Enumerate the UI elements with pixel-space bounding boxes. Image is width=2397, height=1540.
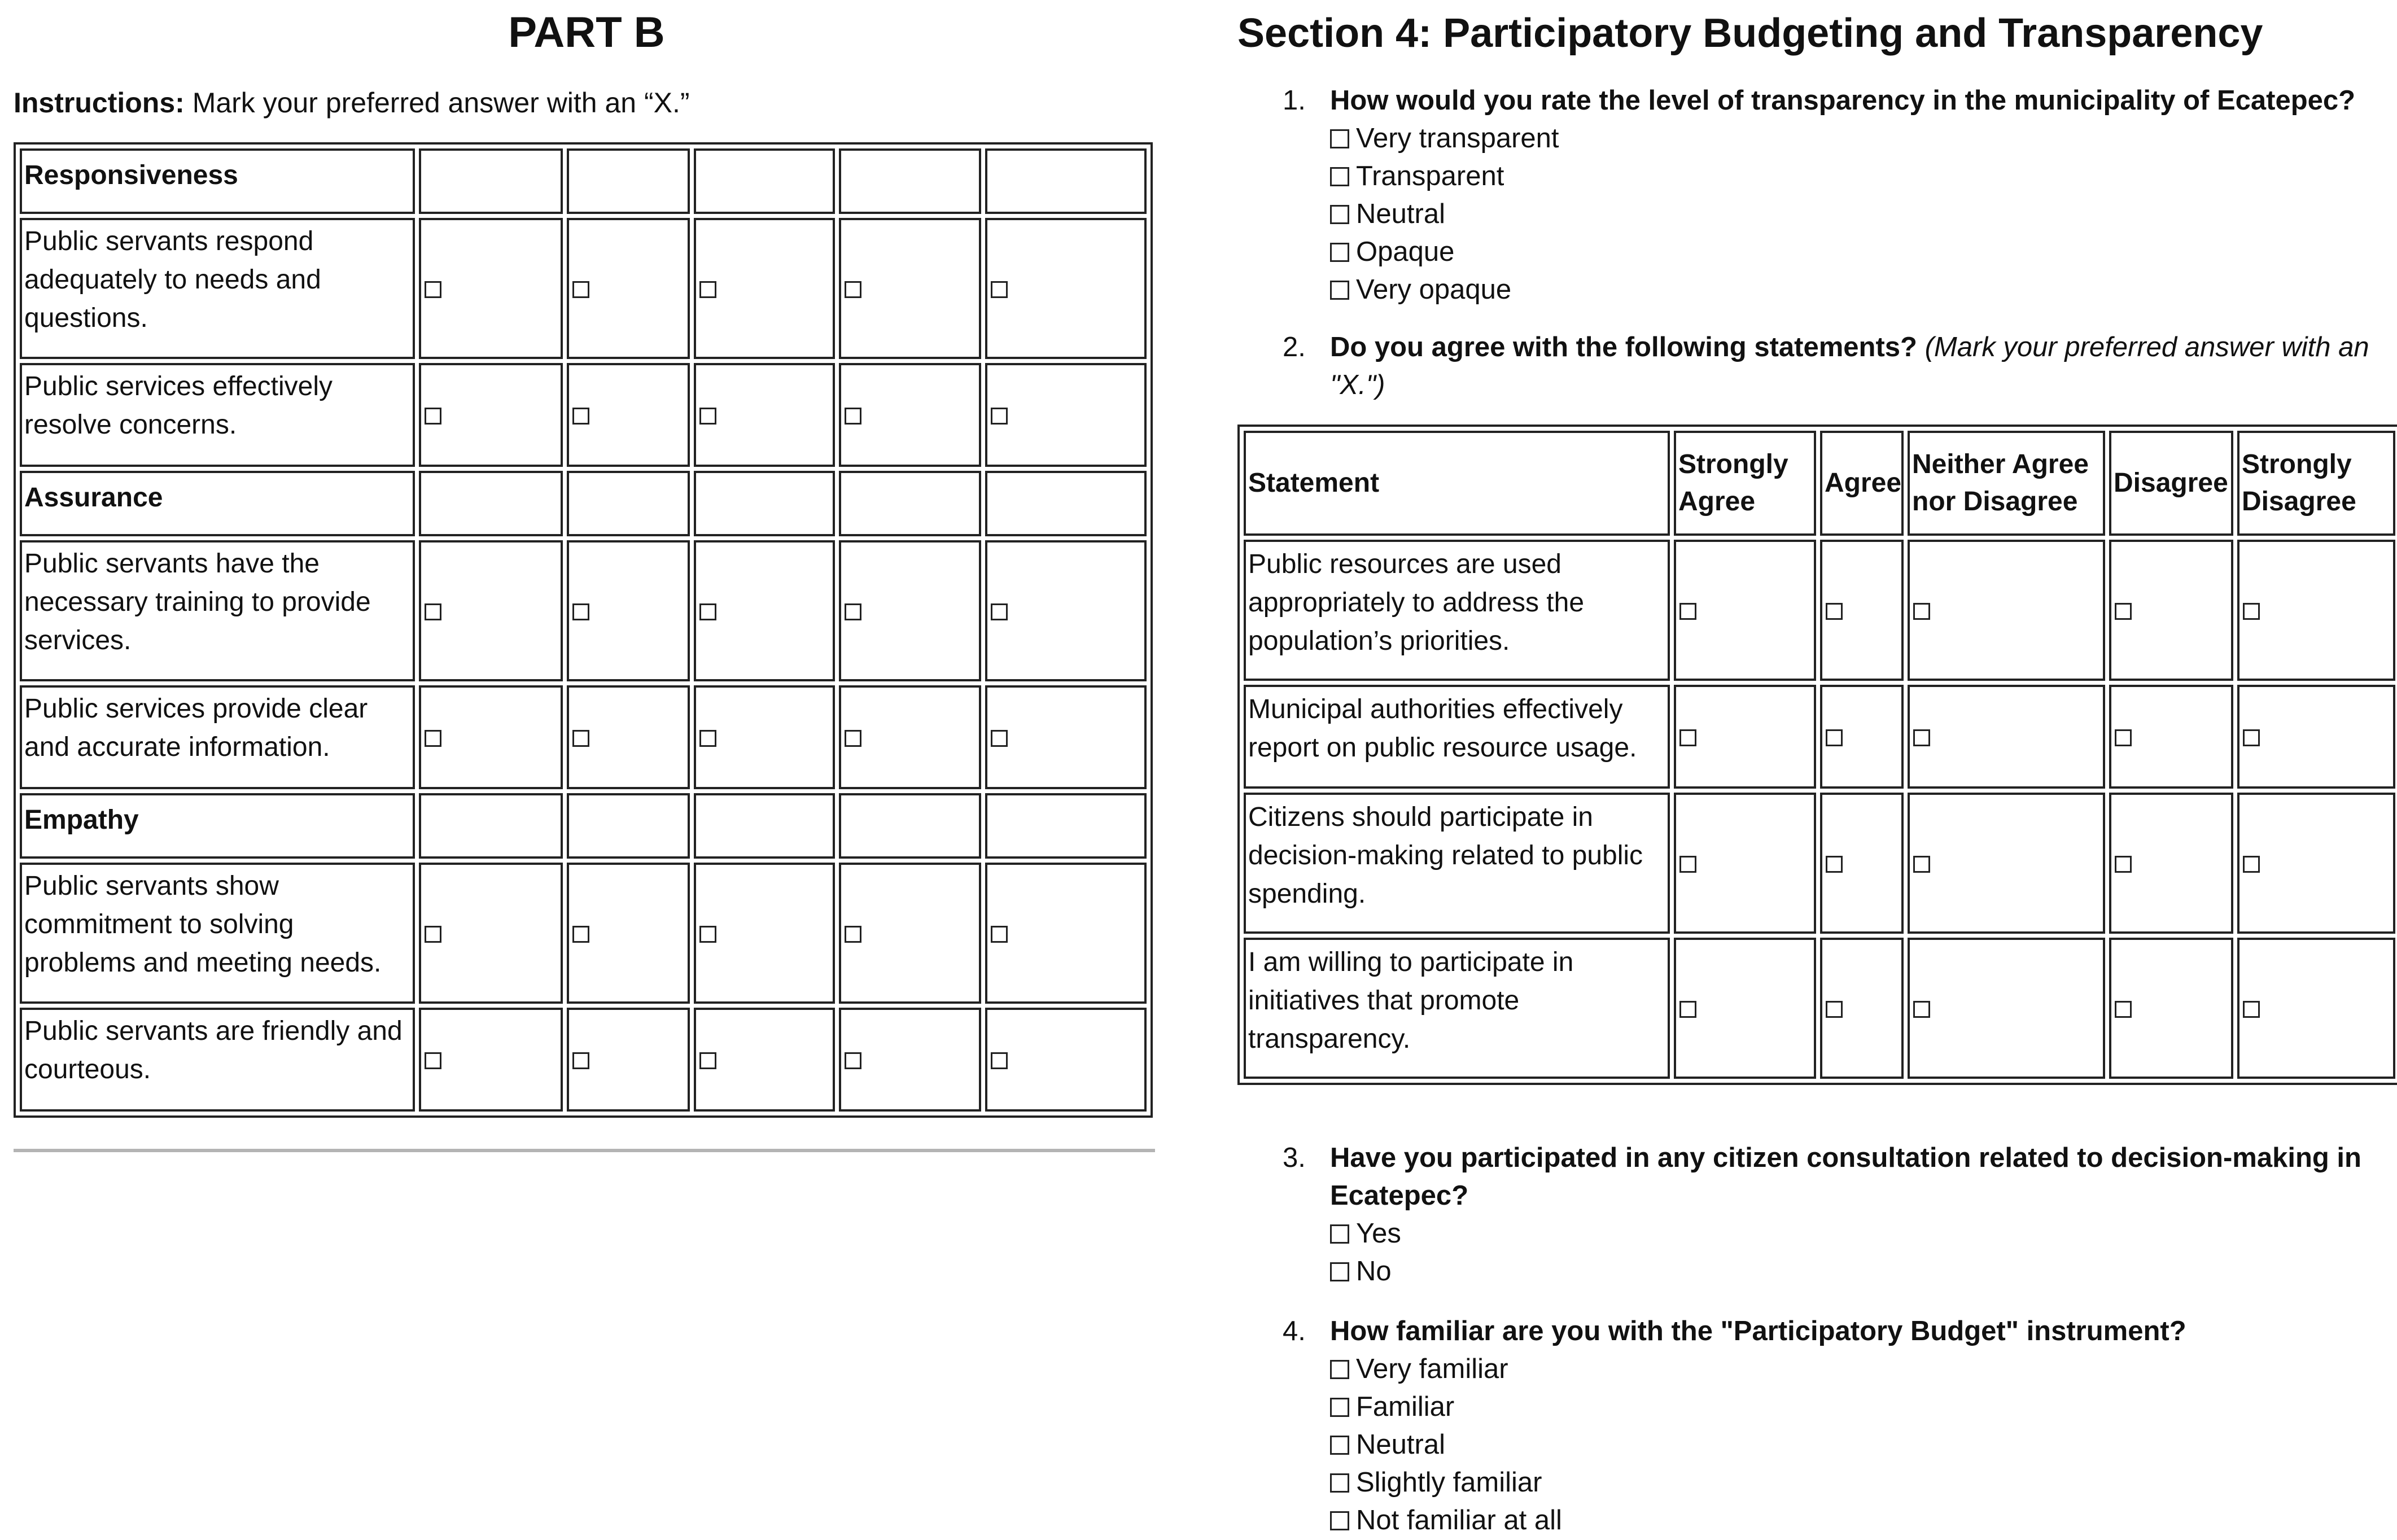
question-number: 3. (1283, 1143, 1306, 1173)
agreement-table (1237, 425, 2397, 1085)
question-number: 4. (1283, 1316, 1306, 1346)
statement-cell: Public resources are used appropriately to address the population’s priorities. (1244, 540, 1670, 681)
table-row (1244, 793, 2395, 934)
checkbox[interactable] (1330, 243, 1349, 262)
rating-checkbox[interactable] (991, 926, 1008, 943)
option-opaque[interactable]: Opaque (1330, 233, 2355, 271)
option-slightly-familiar[interactable]: Slightly familiar (1330, 1464, 2378, 1502)
option-transparent[interactable]: Transparent (1330, 158, 2355, 195)
part-b (14, 0, 1160, 1084)
rating-checkbox[interactable] (425, 603, 441, 620)
agreement-checkbox[interactable] (1826, 1001, 1843, 1018)
statement-cell: Public services effectively resolve concerns. (20, 363, 415, 467)
rating-checkbox[interactable] (991, 730, 1008, 747)
rating-checkbox[interactable] (699, 730, 716, 747)
agreement-checkbox[interactable] (1679, 603, 1696, 620)
question-number: 2. (1283, 332, 1306, 362)
rating-checkbox[interactable] (572, 730, 589, 747)
rating-checkbox[interactable] (572, 1052, 589, 1069)
rating-checkbox[interactable] (425, 1052, 441, 1069)
table-header-row (1244, 431, 2395, 536)
column-header: Strongly Agree (1674, 431, 1816, 536)
agreement-checkbox[interactable] (2243, 856, 2260, 873)
option-very-transparent[interactable]: Very transparent (1330, 120, 2355, 158)
question-text: Do you agree with the following statements? (1330, 332, 1917, 362)
category-label: Empathy (20, 793, 415, 859)
rating-checkbox[interactable] (699, 408, 716, 425)
option-very-familiar[interactable]: Very familiar (1330, 1350, 2378, 1388)
instructions-label: Instructions: (14, 87, 185, 119)
table-row (20, 863, 1147, 1004)
checkbox[interactable] (1330, 281, 1349, 300)
question-4 (1283, 1313, 2378, 1539)
statement-cell: I am willing to participate in initiatives that promote transparency. (1244, 938, 1670, 1079)
option-familiar[interactable]: Familiar (1330, 1388, 2378, 1426)
agreement-checkbox[interactable] (1913, 603, 1930, 620)
agreement-checkbox[interactable] (1826, 729, 1843, 746)
column-header: Neither Agree nor Disagree (1908, 431, 2105, 536)
option-no[interactable]: No (1330, 1253, 2378, 1290)
column-header: Statement (1244, 431, 1670, 536)
checkbox[interactable] (1330, 1224, 1349, 1244)
section-title: Section 4: Participatory Budgeting and Transparency (1237, 11, 2263, 56)
agreement-checkbox[interactable] (1826, 856, 1843, 873)
question-number: 1. (1283, 85, 1306, 116)
table-row (20, 540, 1147, 681)
agreement-checkbox[interactable] (2243, 1001, 2260, 1018)
table-row (1244, 938, 2395, 1079)
checkbox[interactable] (1330, 129, 1349, 148)
checkbox[interactable] (1330, 1473, 1349, 1493)
category-label: Assurance (20, 471, 415, 536)
agreement-checkbox[interactable] (2115, 856, 2132, 873)
question-text: Have you participated in any citizen consultation related to decision-making in Ecatepec? (1330, 1143, 2361, 1211)
rating-checkbox[interactable] (572, 926, 589, 943)
agreement-checkbox[interactable] (1679, 856, 1696, 873)
rating-checkbox[interactable] (845, 730, 861, 747)
table-row (1244, 540, 2395, 681)
agreement-checkbox[interactable] (2115, 603, 2132, 620)
rating-checkbox[interactable] (425, 408, 441, 425)
agreement-checkbox[interactable] (2243, 729, 2260, 746)
instructions-text: Mark your preferred answer with an “X.” (184, 87, 690, 119)
column-header: Agree (1820, 431, 1904, 536)
horizontal-divider (14, 1149, 1155, 1152)
statement-cell: Public servants respond adequately to needs and questions. (20, 218, 415, 359)
category-row (20, 471, 1147, 536)
agreement-checkbox[interactable] (1679, 1001, 1696, 1018)
question-1 (1283, 82, 2355, 309)
option-neutral[interactable]: Neutral (1330, 195, 2355, 233)
option-yes[interactable]: Yes (1330, 1215, 2378, 1253)
statement-cell: Public servants have the necessary training to provide services. (20, 540, 415, 681)
rating-checkbox[interactable] (699, 281, 716, 298)
option-neutral[interactable]: Neutral (1330, 1426, 2378, 1464)
statement-cell: Citizens should participate in decision-making related to public spending. (1244, 793, 1670, 934)
agreement-checkbox[interactable] (2243, 603, 2260, 620)
rating-checkbox[interactable] (991, 281, 1008, 298)
question-2 (1283, 329, 2378, 404)
rating-checkbox[interactable] (699, 1052, 716, 1069)
rating-checkbox[interactable] (572, 281, 589, 298)
table-row (20, 685, 1147, 789)
rating-checkbox[interactable] (845, 1052, 861, 1069)
agreement-checkbox[interactable] (1679, 729, 1696, 746)
statement-cell: Municipal authorities effectively report on public resource usage. (1244, 685, 1670, 789)
question-text: How would you rate the level of transparency in the municipality of Ecatepec? (1330, 85, 2356, 116)
statement-cell: Public services provide clear and accurate information. (20, 685, 415, 789)
statement-cell: Public servants are friendly and courteous. (20, 1008, 415, 1112)
part-b-title: PART B (508, 8, 665, 56)
checkbox[interactable] (1330, 1398, 1349, 1417)
agreement-checkbox[interactable] (1913, 729, 1930, 746)
table-row (20, 218, 1147, 359)
option-not-familiar-at-all[interactable]: Not familiar at all (1330, 1502, 2378, 1539)
option-very-opaque[interactable]: Very opaque (1330, 271, 2355, 309)
question-3 (1283, 1139, 2378, 1290)
service-quality-table (14, 142, 1153, 1118)
instructions (14, 86, 690, 120)
checkbox[interactable] (1330, 1511, 1349, 1530)
rating-checkbox[interactable] (991, 408, 1008, 425)
agreement-checkbox[interactable] (2115, 1001, 2132, 1018)
agreement-checkbox[interactable] (2115, 729, 2132, 746)
checkbox[interactable] (1330, 1360, 1349, 1379)
checkbox[interactable] (1330, 167, 1349, 186)
table-row (20, 1008, 1147, 1112)
agreement-checkbox[interactable] (1913, 1001, 1930, 1018)
rating-checkbox[interactable] (991, 603, 1008, 620)
column-header: Strongly Disagree (2237, 431, 2395, 536)
agreement-checkbox[interactable] (1826, 603, 1843, 620)
rating-checkbox[interactable] (845, 281, 861, 298)
category-row (20, 793, 1147, 859)
column-header: Disagree (2109, 431, 2233, 536)
rating-checkbox[interactable] (845, 408, 861, 425)
checkbox[interactable] (1330, 1436, 1349, 1455)
rating-checkbox[interactable] (699, 603, 716, 620)
category-row (20, 148, 1147, 214)
table-row (1244, 685, 2395, 789)
rating-checkbox[interactable] (425, 926, 441, 943)
rating-checkbox[interactable] (572, 408, 589, 425)
category-label: Responsiveness (20, 148, 415, 214)
rating-checkbox[interactable] (699, 926, 716, 943)
question-note: (Mark your preferred answer with an "X.") (1330, 332, 2369, 400)
table-row (20, 363, 1147, 467)
rating-checkbox[interactable] (845, 603, 861, 620)
rating-checkbox[interactable] (845, 926, 861, 943)
agreement-checkbox[interactable] (1913, 856, 1930, 873)
rating-checkbox[interactable] (991, 1052, 1008, 1069)
checkbox[interactable] (1330, 1262, 1349, 1281)
rating-checkbox[interactable] (425, 730, 441, 747)
checkbox[interactable] (1330, 205, 1349, 224)
question-text: How familiar are you with the "Participatory Budget" instrument? (1330, 1316, 2186, 1346)
rating-checkbox[interactable] (425, 281, 441, 298)
rating-checkbox[interactable] (572, 603, 589, 620)
statement-cell: Public servants show commitment to solving problems and meeting needs. (20, 863, 415, 1004)
